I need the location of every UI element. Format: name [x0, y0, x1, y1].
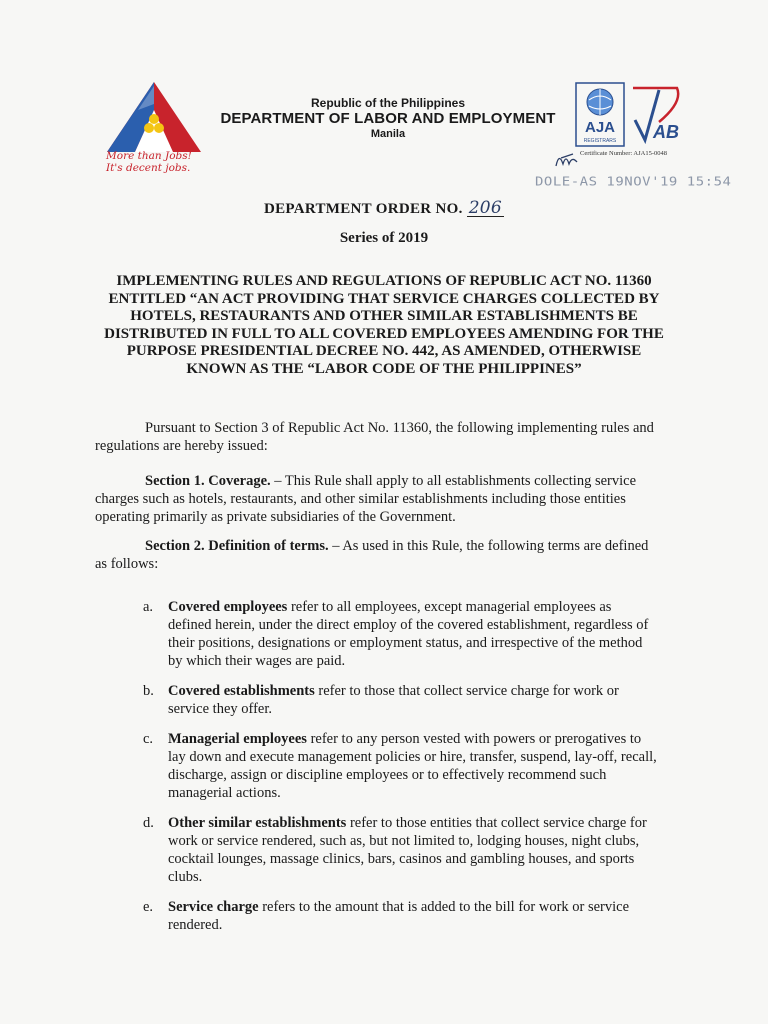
title-line: IMPLEMENTING RULES AND REGULATIONS OF REPUBLIC ACT NO. 11360 — [116, 273, 652, 289]
item-marker: e. — [143, 899, 154, 915]
preamble-paragraph — [95, 419, 685, 455]
preamble-line: Pursuant to Section 3 of Republic Act No. 11360, the following implementing rules and — [145, 420, 654, 436]
definition-text: refer to those entities that collect service charge for — [346, 815, 647, 831]
department-order-number — [0, 200, 768, 218]
city-line: Manila — [370, 128, 406, 140]
handwritten-initial — [553, 148, 583, 170]
definition-term: Managerial employees — [168, 731, 307, 747]
section-1-paragraph — [95, 472, 685, 526]
dole-logo — [105, 80, 203, 155]
title-line: DISTRIBUTED IN FULL TO ALL COVERED EMPLOYEES AMENDING FOR THE — [104, 325, 664, 342]
title-line: HOTELS, RESTAURANTS AND OTHER SIMILAR ESTABLISHMENTS BE — [130, 308, 638, 325]
item-marker: a. — [143, 599, 154, 615]
aja-label: AJA — [584, 119, 616, 136]
item-marker: b. — [143, 683, 154, 699]
definition-term: Covered employees — [168, 599, 288, 615]
section-2-heading: Section 2. Definition of terms. — [145, 538, 329, 554]
definition-line: their positions, designations or employment status, and irrespective of the method — [168, 635, 643, 651]
definition-line: defined herein, under the direct employ of the covered establishment, regardless of — [168, 617, 649, 633]
ab-label: AB — [653, 122, 679, 142]
slogan-line-2: It's decent jobs. — [106, 162, 191, 174]
definition-line: lay down and execute management policies or hire, transfer, suspend, lay-off, recall, — [168, 749, 657, 765]
title-line: ENTITLED “AN ACT PROVIDING THAT SERVICE CHARGES COLLECTED BY — [108, 290, 660, 307]
definition-line: service they offer. — [168, 701, 273, 717]
definition-line: work or service rendered, such as, but not limited to, lodging houses, night clubs, — [168, 833, 640, 849]
order-series: Series of 2019 — [339, 230, 429, 246]
republic-line: Republic of the Philippines — [310, 96, 465, 110]
definition-text: refer to those that collect service charge for work or — [314, 683, 619, 699]
definition-text: refer to any person vested with powers or prerogatives to — [306, 731, 642, 747]
registrars-label: REGISTRARS — [583, 138, 617, 144]
section-2-paragraph — [95, 537, 685, 573]
title-line: KNOWN AS THE “LABOR CODE OF THE PHILIPPINES” — [186, 360, 582, 377]
certification-logos — [575, 82, 685, 148]
received-stamp: DOLE-AS 19NOV'19 15:54 — [535, 174, 732, 190]
letterhead-heading — [208, 96, 568, 141]
order-title — [80, 273, 688, 379]
section-1-line: charges such as hotels, restaurants, and other similar establishments including those entities — [95, 491, 626, 507]
definition-line: managerial actions. — [168, 785, 281, 801]
definition-term: Covered establishments — [168, 683, 315, 699]
item-marker: d. — [143, 815, 154, 831]
definition-term: Service charge — [168, 899, 259, 915]
order-number: 206 — [468, 198, 503, 218]
definition-text: refer to all employees, except managerial employees as — [287, 599, 612, 615]
definition-text: refers to the amount that is added to the bill for work or service — [258, 899, 630, 915]
definition-line: cocktail lounges, massage clinics, bars, casinos and gambling houses, and sports — [168, 851, 635, 867]
section-2-text: – As used in this Rule, the following terms are defined — [328, 538, 649, 554]
definition-line: by which their wages are paid. — [168, 653, 346, 669]
definition-line: clubs. — [168, 869, 203, 885]
definition-line: discharge, assign or discipline employees or to effectively recommend such — [168, 767, 607, 783]
department-name: DEPARTMENT OF LABOR AND EMPLOYMENT — [220, 110, 556, 127]
definition-line: rendered. — [168, 917, 223, 933]
slogan-line-1: More than Jobs! — [106, 150, 192, 162]
section-1-line: operating primarily as private subsidiaries of the Government. — [95, 509, 456, 525]
dole-slogan — [106, 150, 226, 174]
certificate-number: Certificate Number: AJA15-0048 — [580, 150, 668, 157]
order-label: DEPARTMENT ORDER NO. — [263, 201, 463, 217]
item-marker: c. — [143, 731, 154, 747]
section-1-heading: Section 1. Coverage. — [145, 473, 271, 489]
section-1-text: – This Rule shall apply to all establishments collecting service — [270, 473, 637, 489]
title-line: PURPOSE PRESIDENTIAL DECREE NO. 442, AS AMENDED, OTHERWISE — [126, 343, 642, 360]
section-2-line: as follows: — [95, 556, 159, 572]
preamble-line: regulations are hereby issued: — [95, 438, 268, 454]
definition-term: Other similar establishments — [168, 815, 347, 831]
